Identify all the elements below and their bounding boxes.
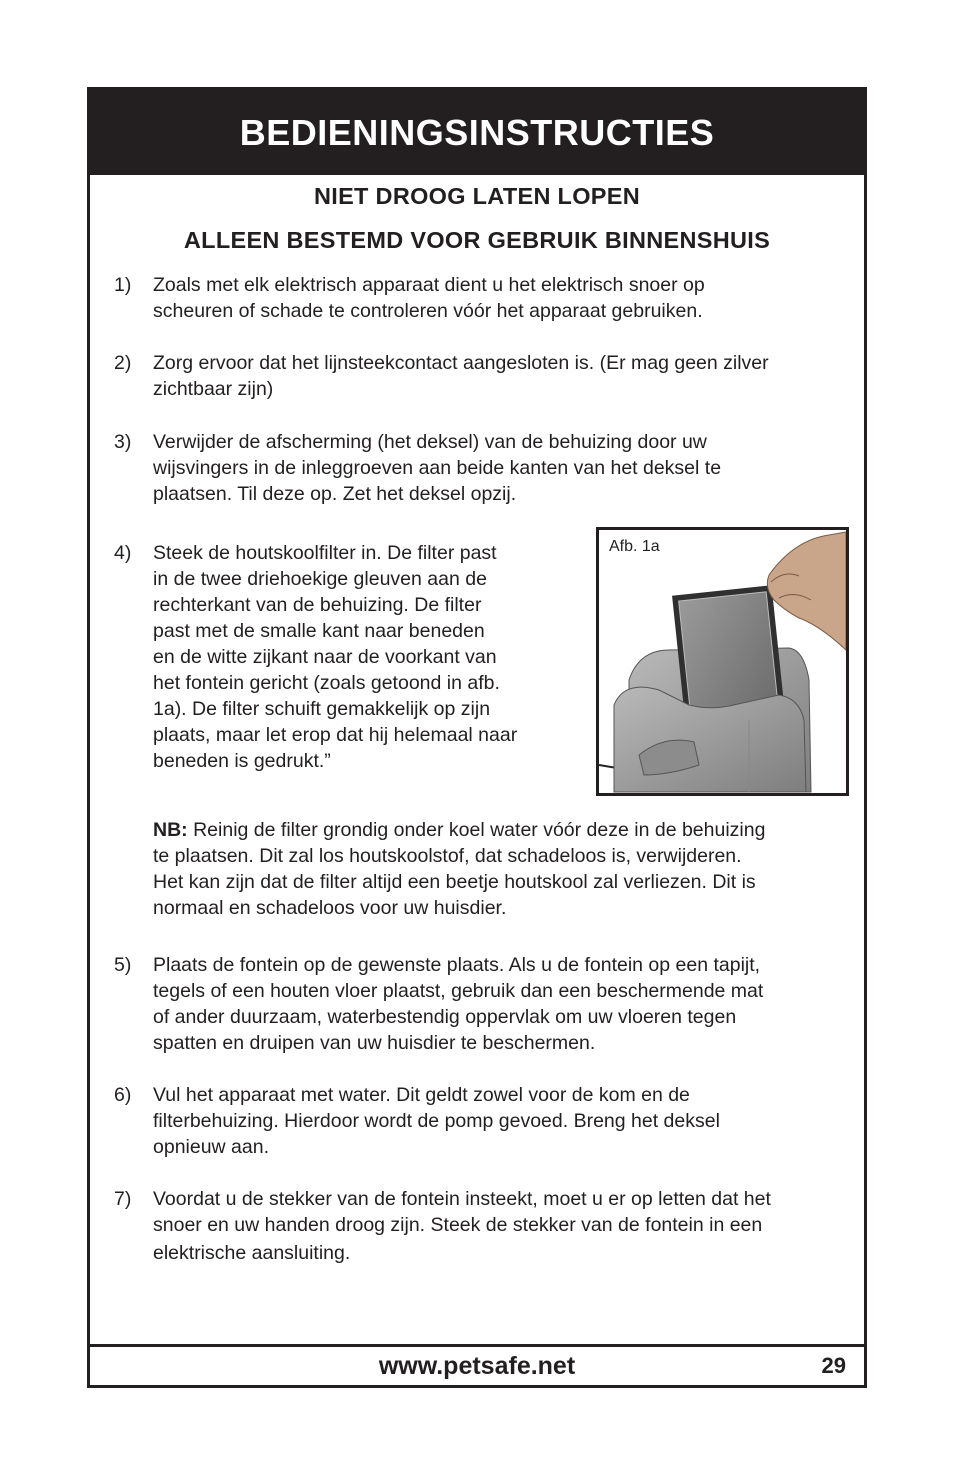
item-text: Verwijder de afscherming (het deksel) van de behuizing door uw wijsvingers in de inleggroeven aan beide kanten van het deksel te plaatsen. Til deze op. Zet het deksel opzij. bbox=[153, 431, 722, 505]
item-text: Zorg ervoor dat het lijnsteekcontact aangesloten is. (Er mag geen zilver zichtbaar zijn) bbox=[153, 352, 769, 400]
item-number: 1) bbox=[114, 274, 132, 296]
item-text: Vul het apparaat met water. Dit geldt zowel voor de kom en de filterbehuizing. Hierdoor wordt de pomp gevoed. Breng het deksel opnieuw aan. bbox=[153, 1084, 720, 1158]
page-frame bbox=[87, 87, 867, 1388]
page-title: BEDIENINGSINSTRUCTIES bbox=[90, 90, 864, 175]
warning-subtitle: NIET DROOG LATEN LOPEN bbox=[313, 183, 641, 209]
item-text: Steek de houtskoolfilter in. De filter past in de twee driehoekige gleuven aan de rechterkant van de behuizing. De filter past met de smalle kant naar beneden en de witte zijkant naar de voorkant van het fontein gericht (zoals getoond in afb. 1a). De filter schuift gemakkelijk op zijn plaats, maar let erop dat hij helemaal naar beneden is gedrukt.” bbox=[153, 542, 518, 772]
footer-url: www.petsafe.net bbox=[378, 1352, 576, 1380]
item-number: 2) bbox=[114, 352, 132, 374]
item-text: Plaats de fontein op de gewenste plaats. Als u de fontein op een tapijt, tegels of een houten vloer plaatst, gebruik dan een beschermende mat of ander duurzaam, waterbestendig oppervlak om uw vloeren tegen spatten en druipen van uw huisdier te beschermen. bbox=[153, 954, 764, 1054]
note-label: NB: bbox=[153, 819, 188, 841]
footer-divider bbox=[90, 1344, 864, 1347]
filter-figure bbox=[596, 527, 849, 796]
filter-insertion-illustration bbox=[599, 530, 846, 793]
item-number: 5) bbox=[114, 954, 132, 976]
item-text: Zoals met elk elektrisch apparaat dient u het elektrisch snoer op scheuren of schade te controleren vóór het apparaat gebruiken. bbox=[153, 274, 705, 322]
item-text: Voordat u de stekker van de fontein insteekt, moet u er op letten dat het snoer en uw handen droog zijn. Steek de stekker van de fontein in een elektrische aansluiting. bbox=[153, 1188, 771, 1264]
note-paragraph: NB: Reinig de filter grondig onder koel water vóór deze in de behuizing te plaatsen. Dit zal los houtskoolstof, dat schadeloos is, verwijderen. Het kan zijn dat de filter altijd een beetje houtskool zal verliezen. Dit is normaal en schadeloos voor uw huisdier. bbox=[153, 819, 766, 919]
figure-label: Afb. 1a bbox=[609, 538, 660, 555]
item-number: 7) bbox=[114, 1188, 132, 1210]
indoor-subtitle: ALLEEN BESTEMD VOOR GEBRUIK BINNENSHUIS bbox=[183, 227, 771, 253]
item-number: 3) bbox=[114, 431, 132, 453]
page-number: 29 bbox=[821, 1353, 846, 1378]
item-number: 4) bbox=[114, 542, 132, 564]
item-number: 6) bbox=[114, 1084, 132, 1106]
